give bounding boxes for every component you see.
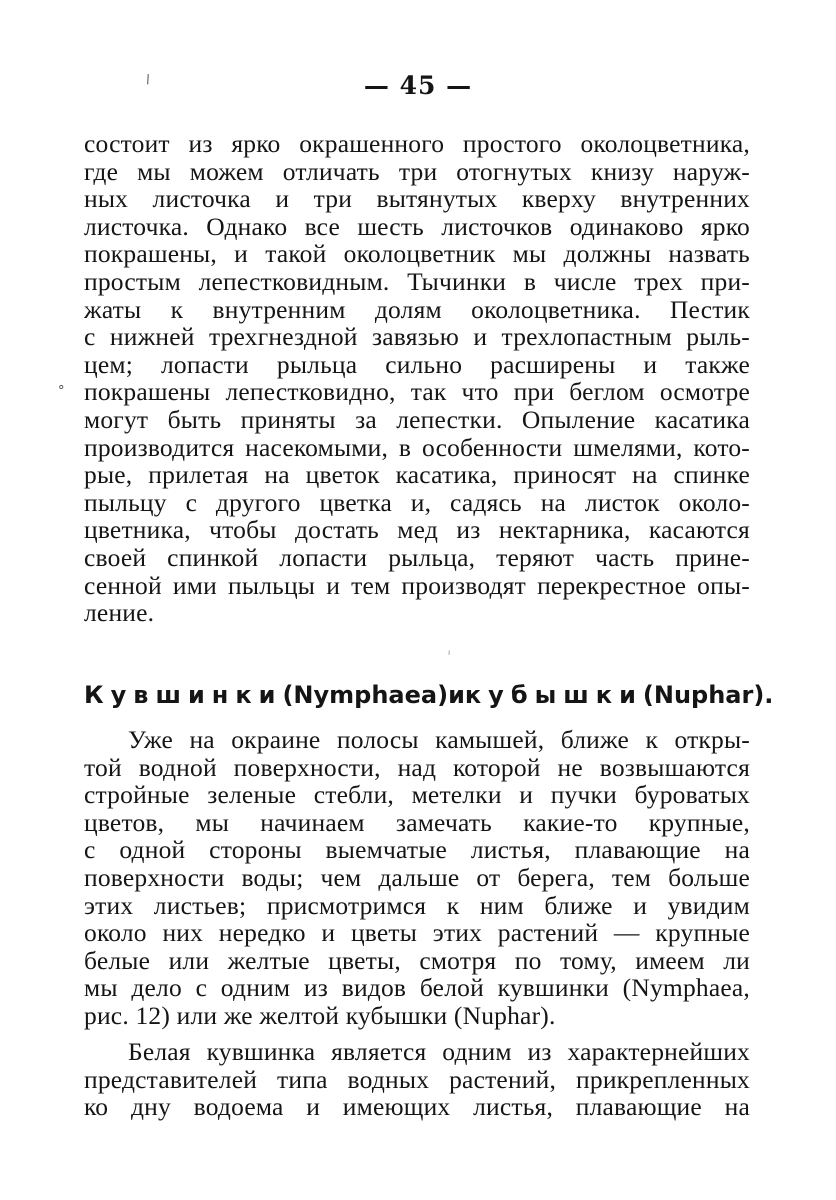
text-line: этих листьев; присмотримся к ним ближе и увидим — [84, 890, 750, 920]
heading-word-and: и — [448, 681, 465, 709]
text-line: покрашены лепестковидно, так что при беглом осмотре — [84, 377, 750, 407]
text-line: могут быть приняты за лепестки. Опыление касатика — [84, 404, 750, 434]
text-line: той водной поверхности, над которой не возвышаются — [84, 752, 750, 782]
heading-word-nuphar: (Nuphar). — [642, 681, 774, 709]
text-line: с одной стороны выемчатые листья, плавающие на — [84, 835, 750, 865]
text-line: представителей типа водных растений, прикрепленных — [84, 1064, 750, 1094]
text-line: ление. — [84, 598, 155, 628]
text-line: с нижней трехгнездной завязью и трехлопастным рыль- — [84, 322, 750, 352]
paragraph-water-lilies-intro — [84, 726, 750, 1030]
text-line: своей спинкой лопасти рыльца, теряют часть прине- — [84, 542, 750, 572]
text-line: цем; лопасти рыльца сильно расширены и также — [84, 349, 750, 379]
text-line: листочка. Однако все шесть листочков одинаково ярко — [84, 211, 750, 241]
text-line: поверхности воды; чем дальше от берега, тем больше — [84, 862, 750, 892]
text-line: ко дну водоема и имеющих листья, плавающие на — [84, 1092, 750, 1122]
paragraph-white-water-lily — [84, 1038, 750, 1121]
scan-speck: \ — [143, 71, 153, 87]
section-heading — [84, 678, 774, 712]
text-line: мы дело с одним из видов белой кувшинки (Nymphaea, — [84, 973, 750, 1003]
text-line: стройные зеленые стебли, метелки и пучки буроватых — [84, 780, 750, 810]
text-line: Уже на окраине полосы камышей, ближе к откры- — [128, 725, 750, 754]
text-line: рис. 12) или же желтой кубышки (Nuphar). — [84, 1000, 556, 1030]
heading-word-kubyshki: кубышки — [464, 681, 643, 709]
scan-speck: ı — [448, 648, 451, 657]
text-line: Белая кувшинка является одним из характернейших — [128, 1037, 750, 1066]
text-line: белые или желтые цветы, смотря по тому, имеем ли — [84, 945, 750, 975]
text-line: где мы можем отличать три отогнутых книзу наруж- — [84, 156, 750, 186]
text-line: жаты к внутренним долям околоцветника. Пестик — [84, 294, 750, 324]
paragraph-iris-pollination — [84, 130, 750, 627]
text-line: цветника, чтобы достать мед из нектарника, касаются — [84, 515, 750, 545]
page-number: — 45 — — [363, 71, 473, 100]
text-line: простым лепестковидным. Тычинки в числе трех при- — [84, 266, 750, 296]
text-line: ных листочка и три вытянутых кверху внутренних — [84, 184, 750, 214]
text-line: состоит из ярко окрашенного простого околоцветника, — [84, 129, 750, 158]
heading-word-kuvshinki: Кувшинки — [84, 681, 283, 709]
text-line: сенной ими пыльцы и тем производят перекрестное опы- — [84, 570, 750, 600]
text-line: покрашены, и такой околоцветник мы должны назвать — [84, 239, 750, 269]
text-line: цветов, мы начинаем замечать какие-то крупные, — [84, 807, 750, 837]
text-line: около них нередко и цветы этих растений — крупные — [84, 918, 750, 948]
text-line: рые, прилетая на цветок касатика, приносят на спинке — [84, 460, 750, 490]
heading-word-nymphaea: (Nymphaea) — [282, 681, 449, 709]
text-line: производится насекомыми, в особенности шмелями, кото- — [84, 432, 750, 462]
scan-speck: ° — [58, 384, 65, 399]
text-line: пыльцу с другого цветка и, садясь на листок околo- — [84, 487, 750, 517]
